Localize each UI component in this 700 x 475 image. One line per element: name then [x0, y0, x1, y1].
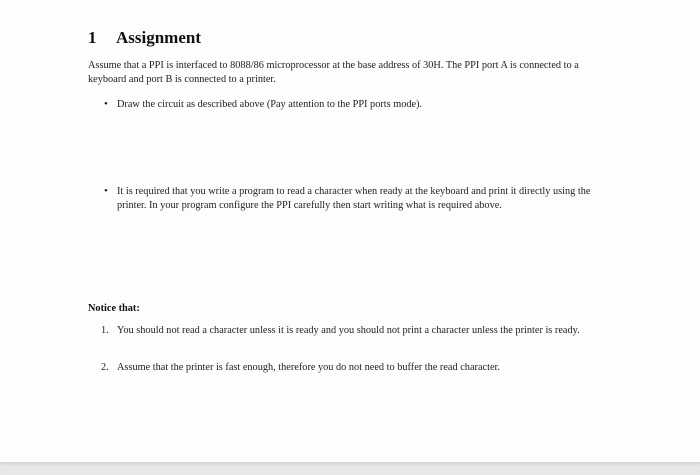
item-number: 1. [101, 325, 109, 336]
numbered-item [101, 361, 611, 375]
bullet-item [104, 185, 611, 212]
bullet-icon: • [104, 98, 108, 110]
section-title: Assignment [116, 28, 202, 47]
bullet-icon: • [104, 185, 108, 197]
item-text: Assume that the printer is fast enough, therefore you do not need to buffer the read character. [117, 362, 500, 373]
item-number: 2. [101, 362, 109, 373]
bullet-text: It is required that you write a program to read a character when ready at the keyboard and print it directly using the printer. In your program configure the PPI carefully then start writing what is required above. [117, 186, 591, 211]
numbered-item [101, 324, 611, 338]
section-number: 1 [88, 28, 97, 47]
notice-heading: Notice that: [88, 303, 140, 314]
bullet-item [104, 98, 611, 112]
intro-paragraph: Assume that a PPI is interfaced to 8088/86 microprocessor at the base address of 30H. The PPI port A is connected to a keyboard and port B is connected to a printer. [88, 60, 579, 85]
bullet-text: Draw the circuit as described above (Pay attention to the PPI ports mode). [117, 99, 423, 110]
section-heading [88, 28, 201, 48]
item-text: You should not read a character unless it is ready and you should not print a character unless the printer is ready. [117, 325, 580, 336]
